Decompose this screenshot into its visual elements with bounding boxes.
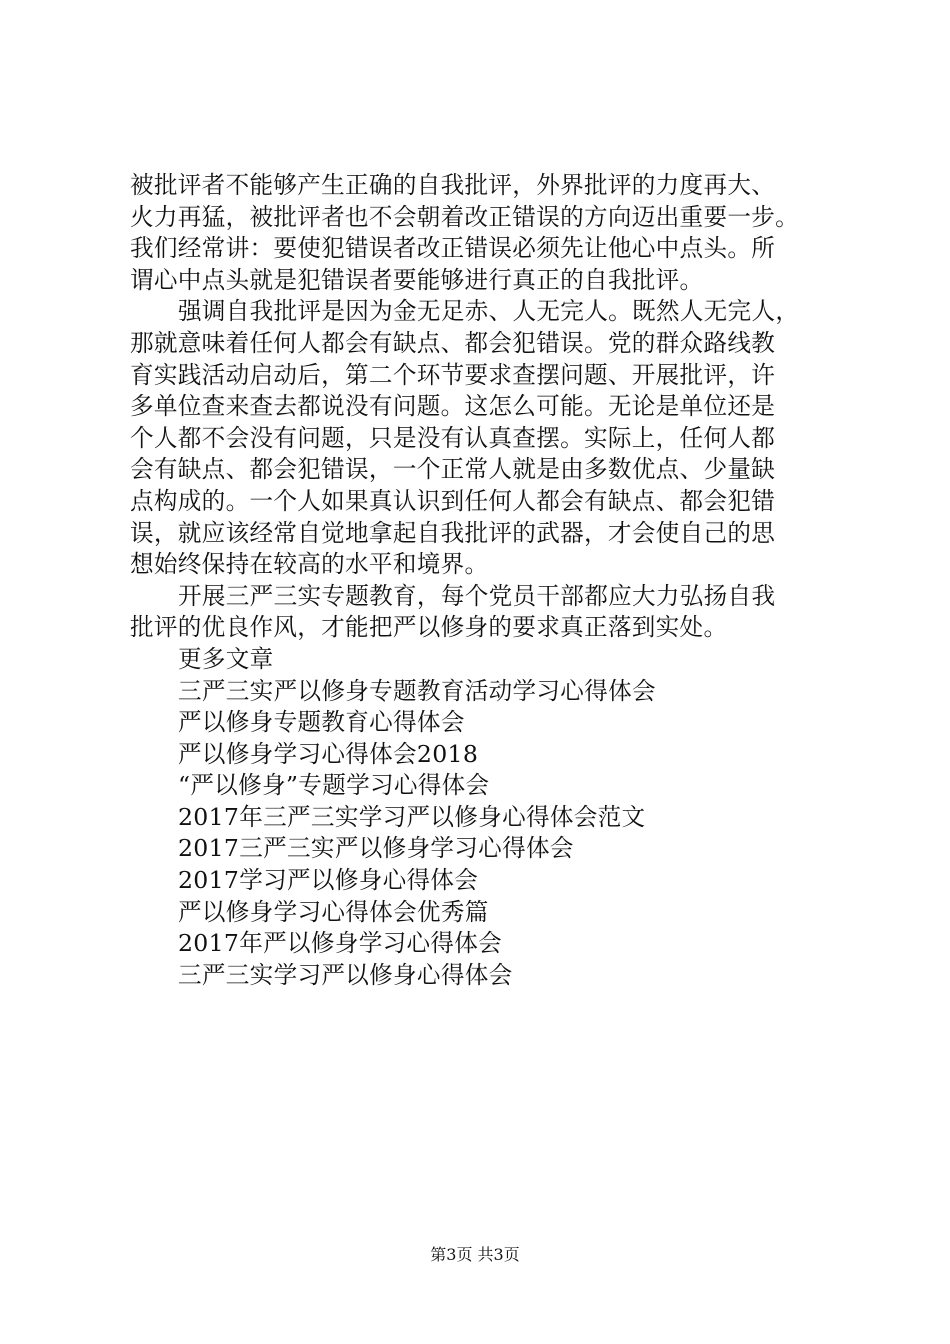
more-article-link[interactable]: 三严三实学习严以修身心得体会 bbox=[178, 960, 513, 989]
document-body bbox=[130, 170, 830, 991]
paragraph-line: 误，就应该经常自觉地拿起自我批评的武器，才会使自己的思 bbox=[130, 518, 776, 547]
more-article-link[interactable]: 严以修身专题教育心得体会 bbox=[178, 708, 465, 737]
paragraph-line: 点构成的。一个人如果真认识到任何人都会有缺点、都会犯错 bbox=[130, 486, 776, 515]
paragraph-line: 谓心中点头就是犯错误者要能够进行真正的自我批评。 bbox=[130, 265, 704, 294]
more-article-link[interactable]: “严以修身”专题学习心得体会 bbox=[178, 771, 490, 800]
more-article-link[interactable]: 2017学习严以修身心得体会 bbox=[178, 866, 479, 895]
more-article-link[interactable]: 严以修身学习心得体会优秀篇 bbox=[178, 897, 489, 926]
more-article-link[interactable]: 2017年严以修身学习心得体会 bbox=[178, 929, 503, 958]
more-article-link[interactable]: 三严三实严以修身专题教育活动学习心得体会 bbox=[178, 676, 656, 705]
more-article-link[interactable]: 2017年三严三实学习严以修身心得体会范文 bbox=[178, 802, 646, 831]
paragraph-line: 开展三严三实专题教育，每个党员干部都应大力弘扬自我 bbox=[178, 581, 776, 610]
paragraph-line: 育实践活动启动后，第二个环节要求查摆问题、开展批评，许 bbox=[130, 360, 776, 389]
paragraph-line: 批评的优良作风，才能把严以修身的要求真正落到实处。 bbox=[130, 613, 728, 642]
paragraph-line: 那就意味着任何人都会有缺点、都会犯错误。党的群众路线教 bbox=[130, 328, 776, 357]
paragraph-line: 多单位查来查去都说没有问题。这怎么可能。无论是单位还是 bbox=[130, 392, 776, 421]
paragraph-line: 我们经常讲：要使犯错误者改正错误必须先让他心中点头。所 bbox=[130, 234, 776, 263]
paragraph-line: 想始终保持在较高的水平和境界。 bbox=[130, 550, 489, 579]
paragraph-line: 个人都不会没有问题，只是没有认真查摆。实际上，任何人都 bbox=[130, 423, 776, 452]
paragraph-line: 会有缺点、都会犯错误，一个正常人就是由多数优点、少量缺 bbox=[130, 455, 776, 484]
page-number-footer: 第3页 共3页 bbox=[430, 1245, 520, 1264]
more-article-link[interactable]: 严以修身学习心得体会2018 bbox=[178, 739, 479, 768]
paragraph-line: 强调自我批评是因为金无足赤、人无完人。既然人无完人， bbox=[178, 297, 800, 326]
more-articles-heading: 更多文章 bbox=[178, 644, 274, 673]
paragraph-line: 被批评者不能够产生正确的自我批评，外界批评的力度再大、 bbox=[130, 171, 776, 199]
more-article-link[interactable]: 2017三严三实严以修身学习心得体会 bbox=[178, 834, 574, 863]
paragraph-line: 火力再猛，被批评者也不会朝着改正错误的方向迈出重要一步。 bbox=[130, 202, 800, 231]
